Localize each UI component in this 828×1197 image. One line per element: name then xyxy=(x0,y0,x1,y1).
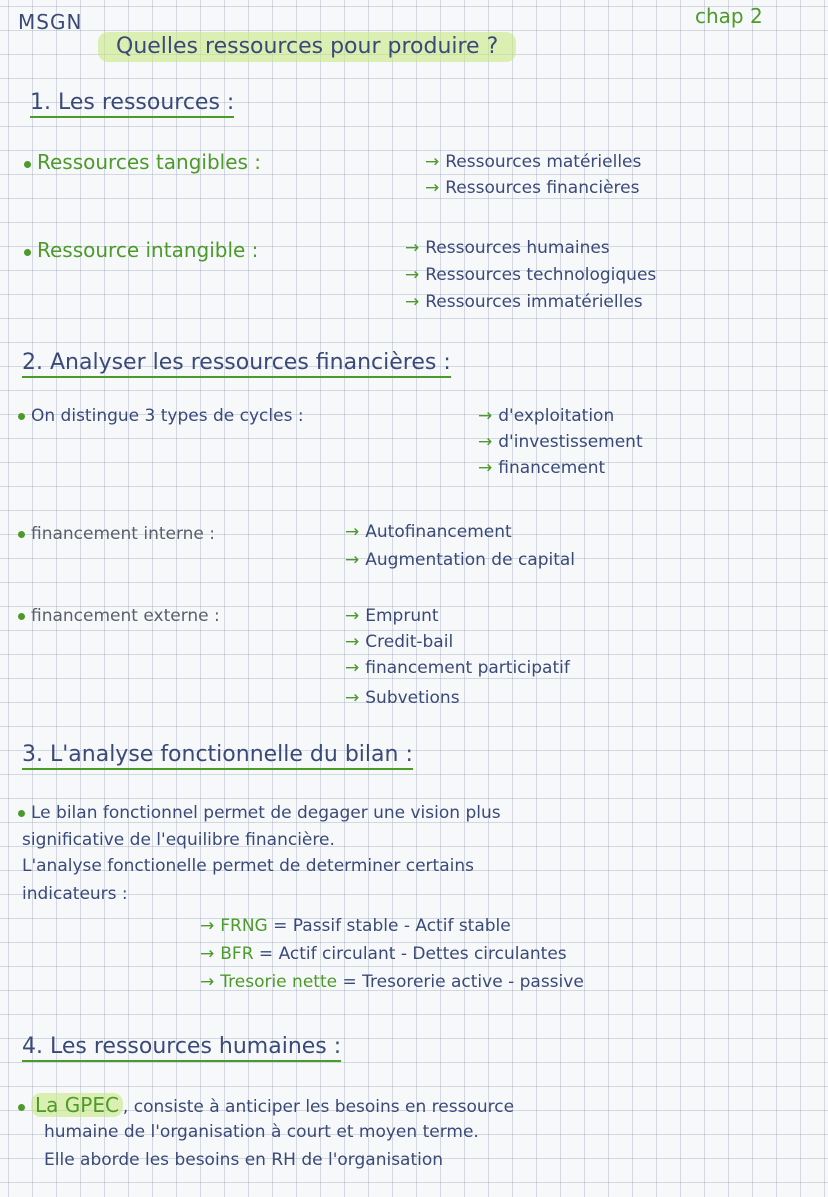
arrow-icon: → xyxy=(405,265,420,285)
arrow-icon: → xyxy=(200,916,215,936)
section2-heading xyxy=(22,352,451,374)
intangible-item-2 xyxy=(405,267,656,284)
arrow-icon: → xyxy=(345,550,360,570)
tangible-row xyxy=(24,152,261,173)
internal-row xyxy=(18,526,215,543)
arrow-icon: → xyxy=(478,432,493,452)
arrow-icon: → xyxy=(345,632,360,652)
internal-label: financement interne : xyxy=(31,524,216,544)
section1-heading-text: 1. Les ressources : xyxy=(30,90,234,118)
arrow-icon: → xyxy=(425,152,440,172)
arrow-icon: → xyxy=(478,406,493,426)
formula-row-3 xyxy=(200,974,584,991)
arrow-icon: → xyxy=(425,178,440,198)
bullet-icon xyxy=(18,531,25,538)
gpec-term: La GPEC xyxy=(31,1093,123,1117)
chapter-label: chap 2 xyxy=(695,4,763,28)
arrow-icon: → xyxy=(405,238,420,258)
formula-row-1 xyxy=(200,918,511,935)
bullet-icon xyxy=(18,413,25,420)
intangible-row xyxy=(24,240,258,261)
arrow-icon: → xyxy=(200,944,215,964)
para-text: Le bilan fonctionnel permet de degager une vision plus xyxy=(31,803,501,823)
para-line-4: indicateurs : xyxy=(22,884,128,904)
cycle-item-1 xyxy=(478,408,614,425)
para-line-2: significative de l'equilibre financière. xyxy=(22,830,335,850)
external-item-3 xyxy=(345,660,570,677)
intangible-item-text: Ressources immatérielles xyxy=(425,292,643,312)
formula-name: Tresorie nette xyxy=(220,972,338,992)
cycle-item-3 xyxy=(478,460,605,477)
tangible-item-2 xyxy=(425,180,639,197)
left-tag: MSGN xyxy=(18,10,83,34)
gpec-line-3: Elle aborde les besoins en RH de l'organisation xyxy=(44,1150,444,1170)
arrow-icon: → xyxy=(405,292,420,312)
intangible-item-1 xyxy=(405,240,610,257)
external-item-text: Subvetions xyxy=(365,688,460,708)
arrow-icon: → xyxy=(345,606,360,626)
cycle-item-text: financement xyxy=(498,458,606,478)
arrow-icon: → xyxy=(478,458,493,478)
formula-text: = Passif stable - Actif stable xyxy=(273,916,511,936)
tangible-item-1 xyxy=(425,154,641,171)
arrow-icon: → xyxy=(200,972,215,992)
internal-item-1 xyxy=(345,524,512,541)
cycles-row xyxy=(18,408,304,425)
section3-heading xyxy=(22,744,413,766)
formula-name: FRNG xyxy=(220,916,268,936)
tangible-item-text: Ressources matérielles xyxy=(445,152,642,172)
tangible-item-text: Ressources financières xyxy=(445,178,640,198)
gpec-line-1 xyxy=(18,1095,514,1116)
cycle-item-2 xyxy=(478,434,643,451)
external-item-text: Emprunt xyxy=(365,606,439,626)
page-title: Quelles ressources pour produire ? xyxy=(98,32,516,62)
section1-heading xyxy=(30,92,234,114)
intangible-item-text: Ressources technologiques xyxy=(425,265,657,285)
gpec-line-2: humaine de l'organisation à court et moyen terme. xyxy=(44,1122,479,1142)
external-item-1 xyxy=(345,608,439,625)
external-item-4 xyxy=(345,690,460,707)
internal-item-text: Augmentation de capital xyxy=(365,550,576,570)
internal-item-text: Autofinancement xyxy=(365,522,512,542)
formula-name: BFR xyxy=(220,944,254,964)
bullet-icon xyxy=(24,249,31,256)
cycles-label: On distingue 3 types de cycles : xyxy=(31,406,304,426)
cycle-item-text: d'investissement xyxy=(498,432,643,452)
section4-heading xyxy=(22,1036,341,1058)
arrow-icon: → xyxy=(345,688,360,708)
para-line-3: L'analyse fonctionelle permet de determiner certains xyxy=(22,856,474,876)
bullet-icon xyxy=(24,161,31,168)
formula-text: = Actif circulant - Dettes circulantes xyxy=(258,944,567,964)
external-item-text: financement participatif xyxy=(365,658,570,678)
intangible-item-3 xyxy=(405,294,643,311)
intangible-item-text: Ressources humaines xyxy=(425,238,610,258)
intangible-label: Ressource intangible : xyxy=(37,238,259,262)
para-line-1 xyxy=(18,805,501,822)
external-item-text: Credit-bail xyxy=(365,632,454,652)
arrow-icon: → xyxy=(345,522,360,542)
section2-heading-text: 2. Analyser les ressources financières : xyxy=(22,350,451,378)
external-item-2 xyxy=(345,634,453,651)
arrow-icon: → xyxy=(345,658,360,678)
cycle-item-text: d'exploitation xyxy=(498,406,615,426)
bullet-icon xyxy=(18,1104,25,1111)
tangible-label: Ressources tangibles : xyxy=(37,150,262,174)
bullet-icon xyxy=(18,810,25,817)
section4-heading-text: 4. Les ressources humaines : xyxy=(22,1034,341,1062)
formula-text: = Tresorerie active - passive xyxy=(342,972,584,992)
external-label: financement externe : xyxy=(31,606,220,626)
internal-item-2 xyxy=(345,552,575,569)
section3-heading-text: 3. L'analyse fonctionnelle du bilan : xyxy=(22,742,413,770)
bullet-icon xyxy=(18,613,25,620)
gpec-text: , consiste à anticiper les besoins en ressource xyxy=(122,1097,515,1117)
formula-row-2 xyxy=(200,946,567,963)
external-row xyxy=(18,608,220,625)
